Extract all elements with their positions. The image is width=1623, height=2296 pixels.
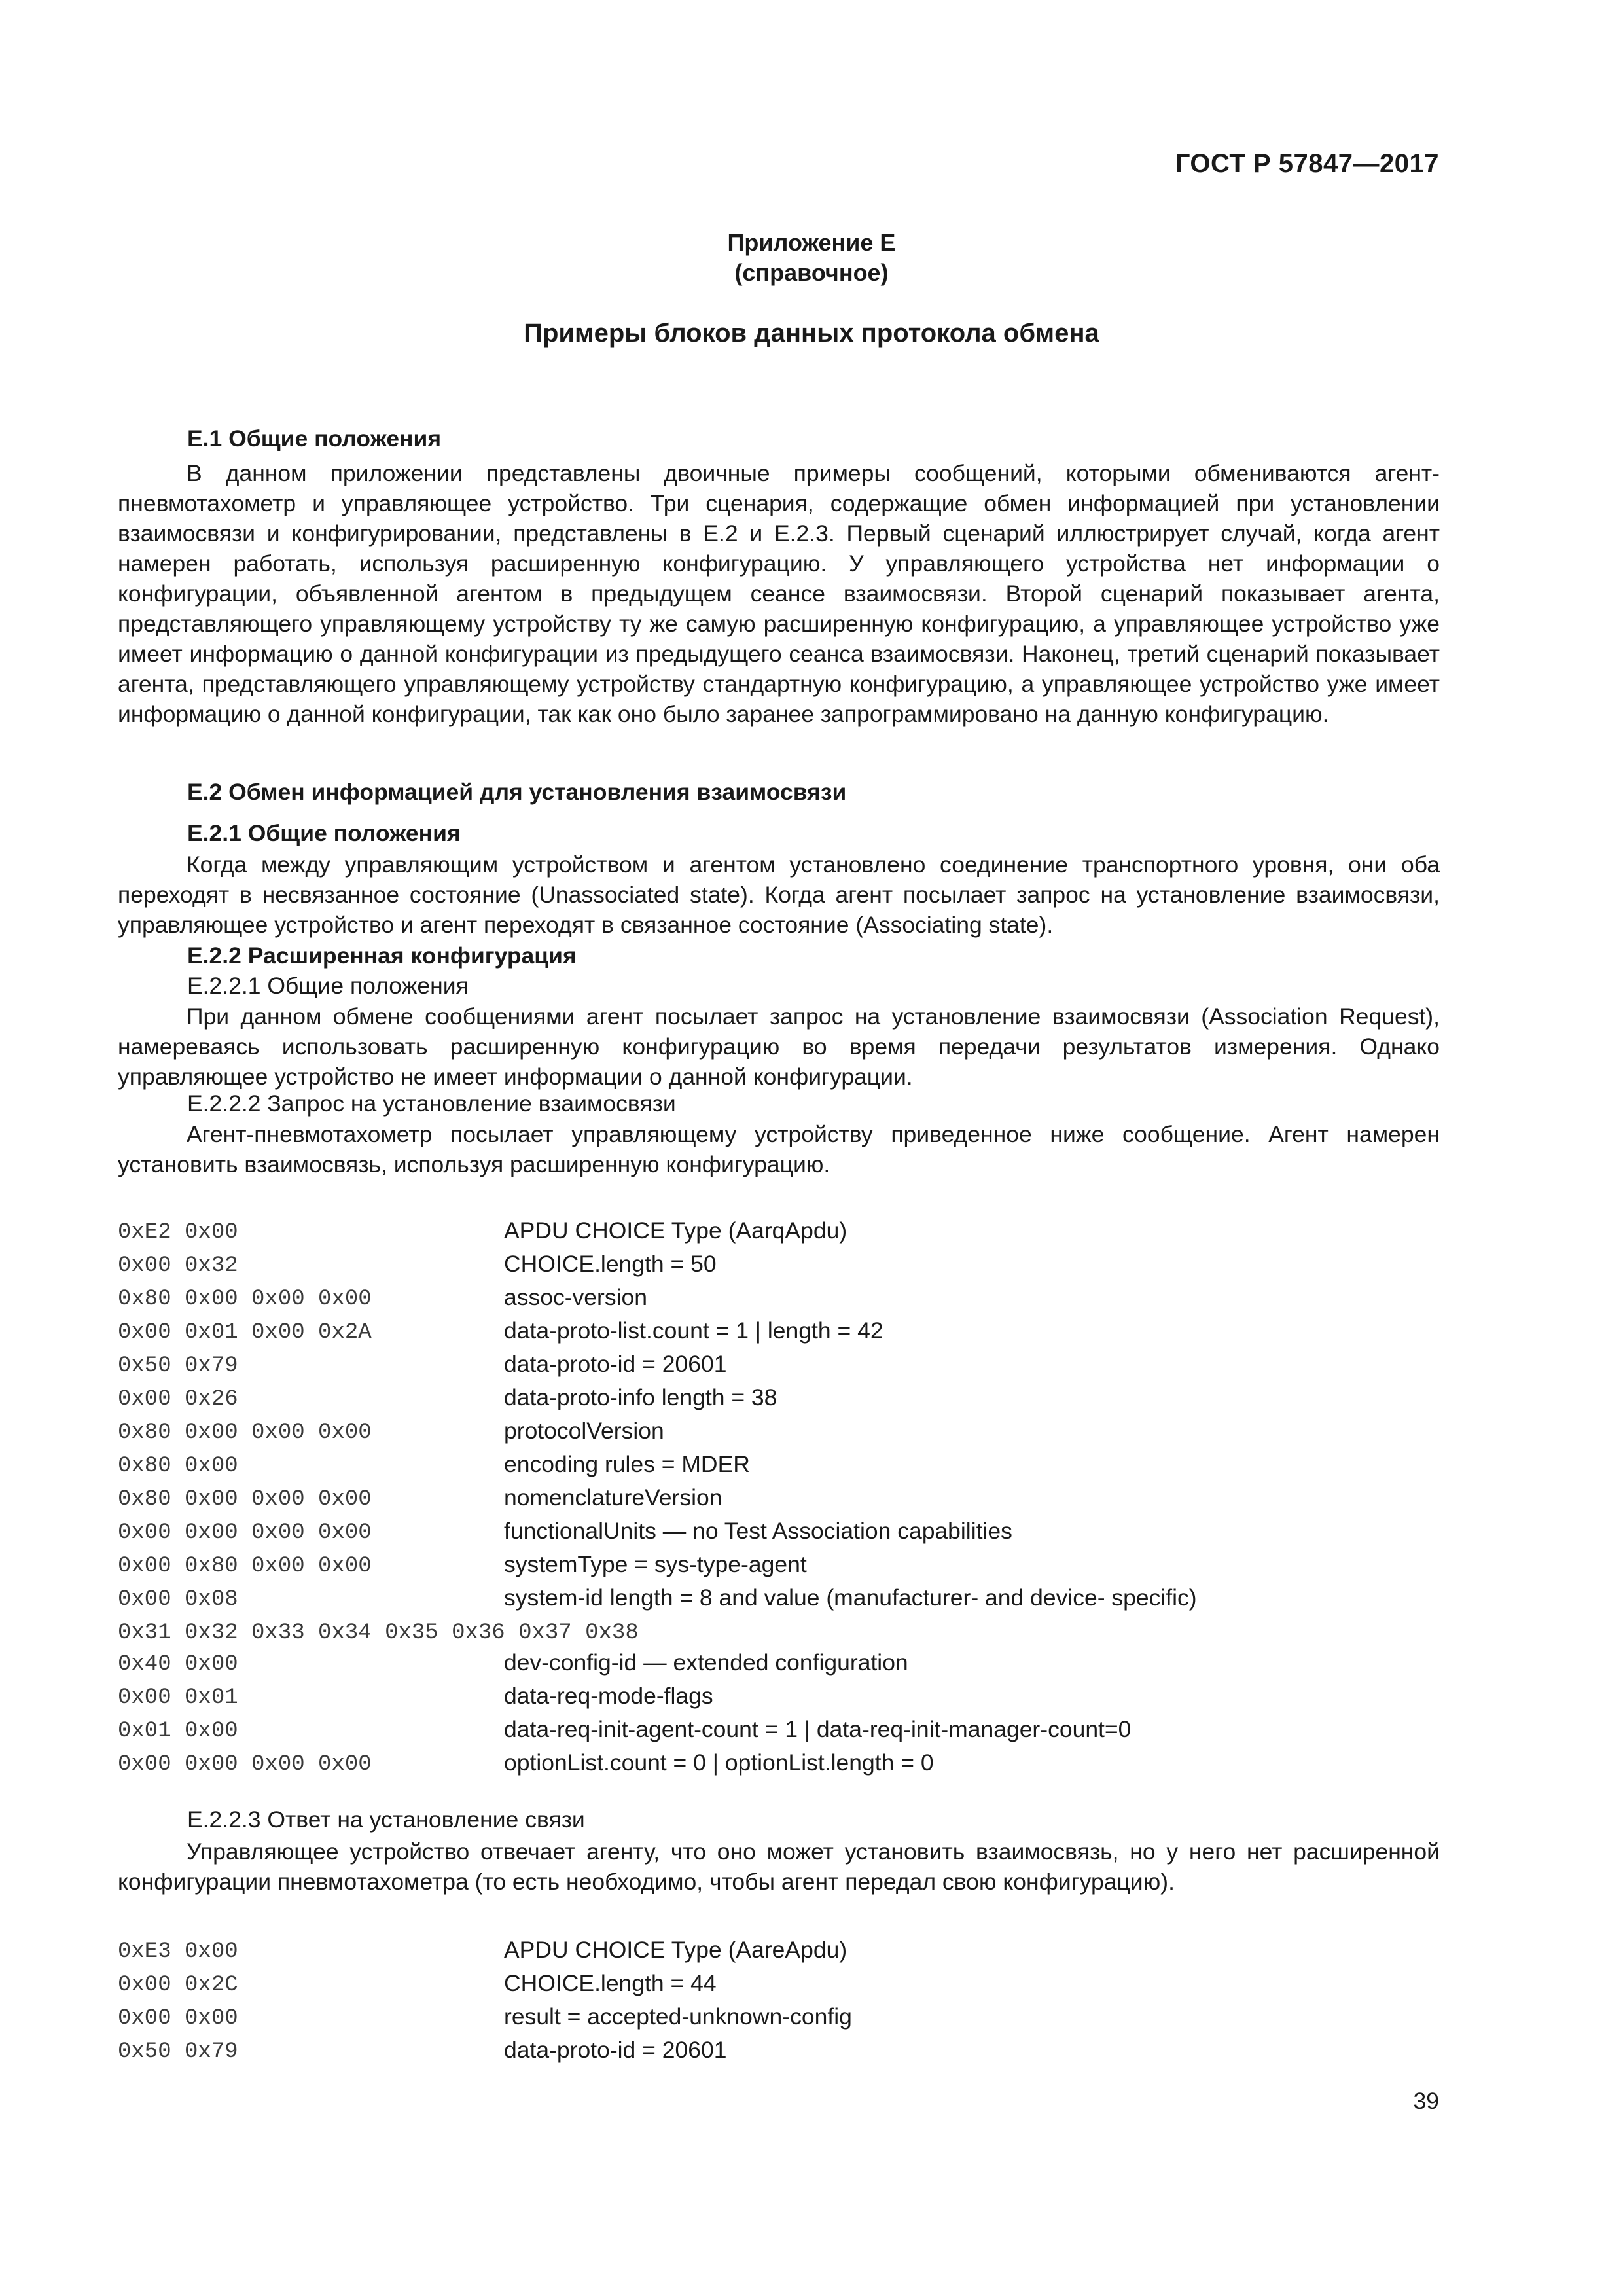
paragraph: Агент-пневмотахометр посылает управляющему устройству приведенное ниже сообщение. Агент намерен установить взаимосвязь, используя расширенную конфигурацию. <box>118 1121 1440 1177</box>
code-row <box>118 1518 1440 1551</box>
field-description: APDU CHOICE Type (AareApdu) <box>504 1937 847 1963</box>
field-description: dev-config-id — extended configuration <box>504 1649 908 1676</box>
field-description: data-proto-info length = 38 <box>504 1384 777 1410</box>
hex-bytes: 0x00 0x32 <box>118 1253 238 1278</box>
section-e1-text <box>118 458 1440 729</box>
section-heading-e1: Е.1 Общие положения <box>187 425 442 452</box>
annex-type: (справочное) <box>734 259 889 286</box>
hex-bytes: 0x40 0x00 <box>118 1652 238 1677</box>
hex-bytes: 0x00 0x26 <box>118 1387 238 1412</box>
section-heading-e222: Е.2.2.2 Запрос на установление взаимосвязи <box>187 1090 676 1117</box>
code-row <box>118 1418 1440 1451</box>
code-row <box>118 1749 1440 1783</box>
hex-bytes: 0x50 0x79 <box>118 2039 238 2064</box>
hex-bytes: 0x00 0x01 <box>118 1685 238 1710</box>
code-row <box>118 1451 1440 1484</box>
code-row <box>118 1683 1440 1716</box>
section-heading-e221: Е.2.2.1 Общие положения <box>187 973 469 999</box>
code-row <box>118 1649 1440 1683</box>
section-e223-text <box>118 1837 1440 1897</box>
code-row <box>118 1585 1440 1618</box>
hex-bytes: 0x01 0x00 <box>118 1719 238 1744</box>
hex-bytes: 0x00 0x01 0x00 0x2A <box>118 1320 372 1345</box>
field-description: APDU CHOICE Type (AarqApdu) <box>504 1217 847 1244</box>
code-row <box>118 1937 1440 1970</box>
page-number: 39 <box>1413 2088 1439 2114</box>
field-description: data-proto-id = 20601 <box>504 2037 727 2063</box>
paragraph: При данном обмене сообщениями агент посылает запрос на установление взаимосвязи (Association Request), намереваясь использовать расширенную конфигурацию во время передачи результатов измерения. Однако управляющее устройство не имеет информации о данной конфигурации. <box>118 1003 1440 1090</box>
hex-bytes: 0x00 0x2C <box>118 1973 238 1998</box>
field-description: system-id length = 8 and value (manufacturer- and device- specific) <box>504 1585 1197 1611</box>
code-row <box>118 2037 1440 2070</box>
field-description: optionList.count = 0 | optionList.length = 0 <box>504 1749 934 1776</box>
paragraph: Когда между управляющим устройством и агентом установлено соединение транспортного уровня, они оба переходят в несвязанное состояние (Unassociated state). Когда агент посылает запрос на установление взаимосвязи, управляющее устройство и агент переходят в связанное состояние (Associating state). <box>118 852 1440 938</box>
field-description: data-req-mode-flags <box>504 1683 713 1709</box>
paragraph: В данном приложении представлены двоичные примеры сообщений, которыми обмениваются агент-пневмотахометр и управляющее устройство. Три сценария, содержащие обмен информацией при установлении взаимосвязи и конфигурировании, представлены в Е.2 и Е.2.3. Первый сценарий иллюстрирует случай, когда агент намерен работать, используя расширенную конфигурацию. У управляющего устройства нет информации о конфигурации, объявленной агентом в предыдущем сеансе взаимосвязи. Второй сценарий показывает агента, представляющего управляющему устройству ту же самую расширенную конфигурацию, а управляющее устройство уже имеет информацию о данной конфигурации из предыдущего сеанса взаимосвязи. Наконец, третий сценарий показывает агента, представляющего управляющему устройству стандартную конфигурацию, а управляющее устройство уже имеет информацию о данной конфигурации, так как оно было заранее запрограммировано на данную конфигурацию. <box>118 460 1440 727</box>
code-row <box>118 1716 1440 1749</box>
hex-bytes: 0x80 0x00 0x00 0x00 <box>118 1420 372 1445</box>
code-row <box>118 1551 1440 1585</box>
code-row <box>118 1251 1440 1284</box>
request-code-listing <box>118 1217 1440 1783</box>
field-description: encoding rules = MDER <box>504 1451 750 1477</box>
field-description: assoc-version <box>504 1284 647 1310</box>
field-description: systemType = sys-type-agent <box>504 1551 807 1577</box>
hex-bytes: 0x00 0x00 0x00 0x00 <box>118 1520 372 1545</box>
field-description: data-req-init-agent-count = 1 | data-req-init-manager-count=0 <box>504 1716 1132 1742</box>
field-description: result = accepted-unknown-config <box>504 2003 852 2030</box>
code-row <box>118 1217 1440 1251</box>
field-description: nomenclatureVersion <box>504 1484 722 1511</box>
code-row <box>118 1384 1440 1418</box>
code-row <box>118 1351 1440 1384</box>
hex-bytes: 0x31 0x32 0x33 0x34 0x35 0x36 0x37 0x38 <box>118 1621 639 1645</box>
section-heading-e223: Е.2.2.3 Ответ на установление связи <box>187 1806 585 1833</box>
hex-bytes: 0x80 0x00 0x00 0x00 <box>118 1287 372 1312</box>
section-e21-text <box>118 850 1440 940</box>
hex-bytes: 0xE2 0x00 <box>118 1220 238 1245</box>
section-heading-e22: Е.2.2 Расширенная конфигурация <box>187 942 577 969</box>
section-heading-e2: Е.2 Обмен информацией для установления взаимосвязи <box>187 779 847 805</box>
hex-bytes: 0x00 0x08 <box>118 1587 238 1612</box>
hex-bytes: 0x00 0x00 <box>118 2006 238 2031</box>
field-description: CHOICE.length = 50 <box>504 1251 717 1277</box>
annex-title: Примеры блоков данных протокола обмена <box>524 319 1099 348</box>
code-row <box>118 1484 1440 1518</box>
hex-bytes: 0x80 0x00 <box>118 1454 238 1479</box>
field-description: protocolVersion <box>504 1418 664 1444</box>
section-e221-text <box>118 1001 1440 1092</box>
hex-bytes: 0x00 0x80 0x00 0x00 <box>118 1554 372 1579</box>
annex-label: Приложение Е <box>727 229 896 256</box>
hex-bytes: 0x80 0x00 0x00 0x00 <box>118 1487 372 1512</box>
standard-number: ГОСТ Р 57847—2017 <box>1175 149 1439 178</box>
code-row <box>118 2003 1440 2037</box>
hex-bytes: 0xE3 0x00 <box>118 1939 238 1964</box>
section-e222-text <box>118 1119 1440 1179</box>
hex-bytes: 0x50 0x79 <box>118 1354 238 1378</box>
section-heading-e21: Е.2.1 Общие положения <box>187 820 461 846</box>
hex-bytes: 0x00 0x00 0x00 0x00 <box>118 1752 372 1777</box>
code-row <box>118 1318 1440 1351</box>
code-row <box>118 1284 1440 1318</box>
field-description: functionalUnits — no Test Association capabilities <box>504 1518 1012 1544</box>
code-row <box>118 1618 1440 1649</box>
field-description: data-proto-list.count = 1 | length = 42 <box>504 1318 883 1344</box>
field-description: data-proto-id = 20601 <box>504 1351 727 1377</box>
paragraph: Управляющее устройство отвечает агенту, что оно может установить взаимосвязь, но у него нет расширенной конфигурации пневмотахометра (то есть необходимо, чтобы агент передал свою конфигурацию). <box>118 1839 1440 1895</box>
field-description: CHOICE.length = 44 <box>504 1970 717 1996</box>
code-row <box>118 1970 1440 2003</box>
response-code-listing <box>118 1937 1440 2070</box>
